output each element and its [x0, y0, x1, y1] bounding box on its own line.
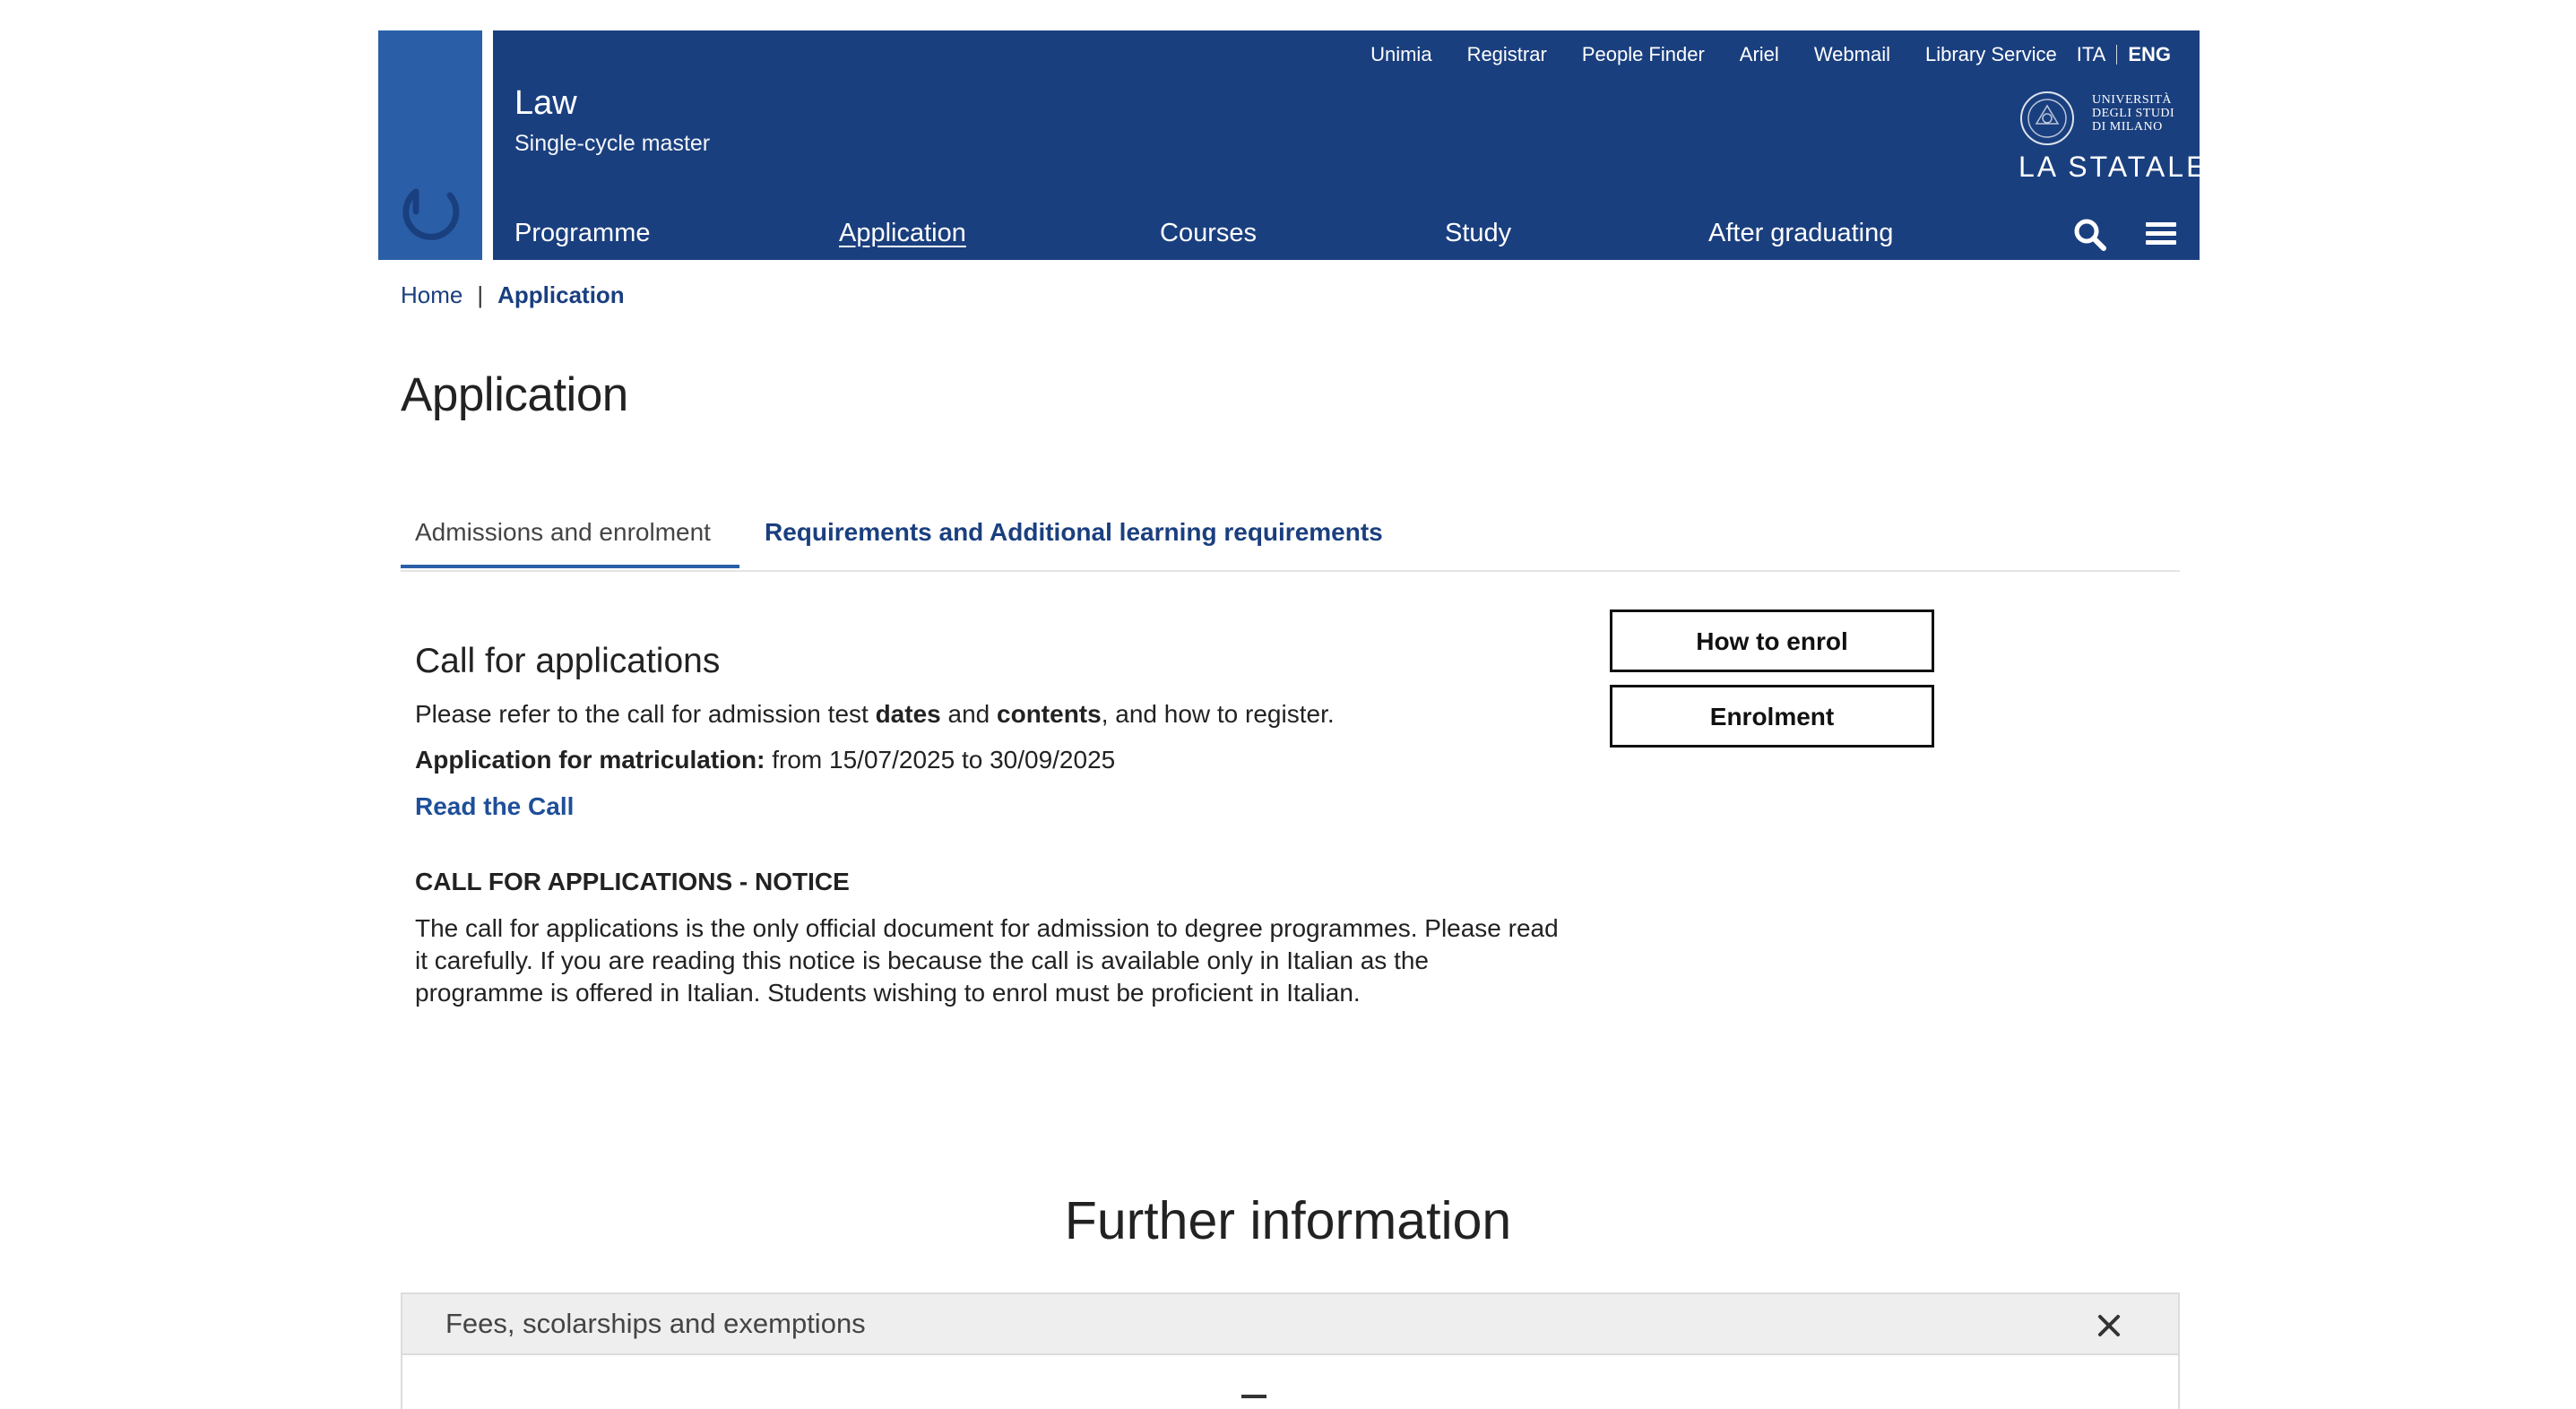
site-header	[493, 30, 2209, 260]
side-actions	[1610, 609, 1934, 760]
breadcrumb-current: Application	[497, 281, 625, 308]
nav-after-graduating[interactable]: After graduating	[1708, 219, 1894, 247]
active-tab-indicator	[401, 565, 739, 568]
util-link-unimia[interactable]: Unimia	[1370, 43, 1432, 65]
breadcrumb-separator: |	[477, 281, 484, 308]
brand-la-statale: LA STATALE	[2018, 151, 2209, 183]
enrolment-button[interactable]: Enrolment	[1610, 685, 1934, 748]
notice-title: CALL FOR APPLICATIONS - NOTICE	[415, 868, 850, 895]
site-title[interactable]: Law	[514, 84, 577, 122]
read-the-call-link[interactable]: Read the Call	[415, 792, 575, 820]
accordion-header[interactable]	[401, 1292, 2180, 1355]
util-link-webmail[interactable]: Webmail	[1813, 43, 1890, 65]
nav-programme[interactable]: Programme	[514, 219, 651, 247]
call-section-title: Call for applications	[415, 642, 721, 680]
university-name: UNIVERSITÀ DEGLI STUDI DI MILANO	[2092, 93, 2175, 134]
util-link-ariel[interactable]: Ariel	[1739, 43, 1779, 65]
breadcrumb	[401, 281, 625, 309]
util-link-registrar[interactable]: Registrar	[1466, 43, 1547, 65]
further-information-title: Further information	[1064, 1191, 1512, 1250]
accordion-label: Fees, scolarships and exemptions	[445, 1308, 866, 1339]
nav-study[interactable]: Study	[1445, 219, 1512, 247]
lang-eng[interactable]: ENG	[2128, 43, 2171, 65]
university-logo[interactable]	[2018, 90, 2209, 188]
nav-courses[interactable]: Courses	[1160, 219, 1257, 247]
page-title: Application	[401, 368, 628, 421]
university-mark-icon	[396, 176, 464, 244]
close-icon[interactable]	[2097, 1314, 2121, 1337]
utility-nav	[1336, 43, 2171, 66]
main-content	[415, 642, 1562, 1009]
university-seal-icon	[2018, 90, 2076, 147]
search-icon[interactable]	[2072, 217, 2108, 253]
util-link-library-service[interactable]: Library Service	[1925, 43, 2057, 65]
matriculation-dates: Application for matriculation: from 15/07/2025 to 30/09/2025	[415, 746, 1116, 774]
main-nav	[514, 219, 1949, 255]
site-subtitle: Single-cycle master	[514, 131, 711, 156]
lang-divider	[2116, 45, 2117, 65]
fees-accordion	[401, 1292, 2180, 1409]
breadcrumb-home[interactable]: Home	[401, 281, 463, 308]
tab-bar	[401, 513, 2180, 572]
how-to-enrol-button[interactable]: How to enrol	[1610, 609, 1934, 672]
accordion-body	[401, 1355, 2180, 1409]
hamburger-menu-icon[interactable]	[2144, 219, 2178, 249]
util-link-people-finder[interactable]: People Finder	[1581, 43, 1705, 65]
notice-body: The call for applications is the only official document for admission to degree programmes. Please read it carefully. If you are reading this notice is because the call is available only in Italian as the programme is offered in Italian. Students wishing to enrol must be proficient in Italian.	[415, 914, 1559, 1007]
lang-ita[interactable]: ITA	[2076, 43, 2106, 65]
accordion-content-peek	[1241, 1395, 1266, 1398]
tab-requirements[interactable]: Requirements and Additional learning requirements	[765, 518, 1383, 546]
tab-admissions-and-enrolment[interactable]: Admissions and enrolment	[415, 518, 711, 546]
header-side-block	[378, 30, 482, 260]
nav-application[interactable]: Application	[839, 219, 966, 247]
call-intro-text: Please refer to the call for admission test dates and contents, and how to register.	[415, 700, 1335, 728]
